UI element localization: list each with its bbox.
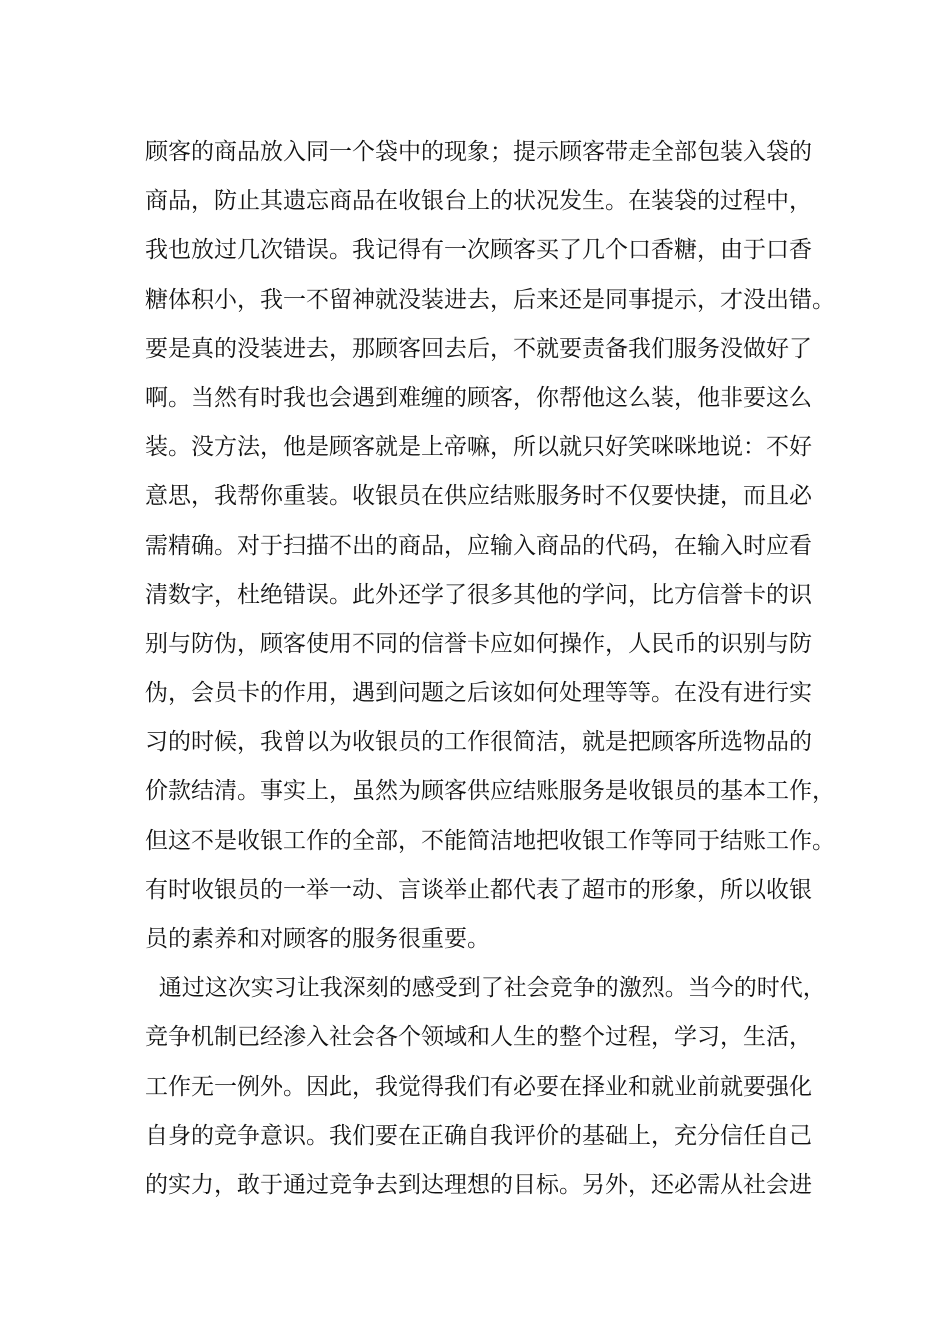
text-line: 有时收银员的一举一动、言谈举止都代表了超市的形象，所以收银 bbox=[145, 876, 812, 903]
text-line: 竞争机制已经渗入社会各个领域和人生的整个过程，学习，生活， bbox=[145, 1024, 812, 1051]
text-line: 别与防伪，顾客使用不同的信誉卡应如何操作，人民币的识别与防 bbox=[145, 630, 812, 657]
text-line: 价款结清。事实上，虽然为顾客供应结账服务是收银员的基本工作， bbox=[145, 778, 835, 805]
text-line: 顾客的商品放入同一个袋中的现象；提示顾客带走全部包装入袋的 bbox=[145, 139, 812, 165]
text-line: 商品，防止其遗忘商品在收银台上的状况发生。在装袋的过程中， bbox=[145, 188, 812, 215]
text-line: 员的素养和对顾客的服务很重要。 bbox=[145, 926, 490, 952]
text-line: 的实力，敢于通过竞争去到达理想的目标。另外，还必需从社会进 bbox=[145, 1171, 812, 1198]
text-line: 自身的竞争意识。我们要在正确自我评价的基础上，充分信任自己 bbox=[145, 1122, 812, 1149]
text-line: 糖体积小，我一不留神就没装进去，后来还是同事提示，才没出错。 bbox=[145, 286, 835, 313]
text-line: 但这不是收银工作的全部，不能简洁地把收银工作等同于结账工作。 bbox=[145, 827, 835, 854]
text-line: 清数字，杜绝错误。此外还学了很多其他的学问，比方信誉卡的识 bbox=[145, 581, 812, 608]
text-line: 啊。当然有时我也会遇到难缠的顾客，你帮他这么装，他非要这么 bbox=[145, 384, 812, 411]
text-line: 伪，会员卡的作用，遇到问题之后该如何处理等等。在没有进行实 bbox=[145, 680, 812, 707]
text-line: 我也放过几次错误。我记得有一次顾客买了几个口香糖，由于口香 bbox=[145, 237, 812, 264]
text-line: 习的时候，我曾以为收银员的工作很简洁，就是把顾客所选物品的 bbox=[145, 729, 812, 756]
text-line: 要是真的没装进去，那顾客回去后，不就要责备我们服务没做好了 bbox=[145, 335, 812, 362]
text-line: 工作无一例外。因此，我觉得我们有必要在择业和就业前就要强化 bbox=[145, 1073, 812, 1100]
text-line: 需精确。对于扫描不出的商品，应输入商品的代码，在输入时应看 bbox=[145, 532, 812, 559]
paragraph-start-line: 通过这次实习让我深刻的感受到了社会竞争的激烈。当今的时代， bbox=[158, 975, 826, 1002]
body-text bbox=[145, 128, 835, 1210]
text-line: 意思，我帮你重装。收银员在供应结账服务时不仅要快捷，而且必 bbox=[145, 483, 812, 510]
text-line: 装。没方法，他是顾客就是上帝嘛，所以就只好笑咪咪地说：不好 bbox=[145, 434, 812, 461]
